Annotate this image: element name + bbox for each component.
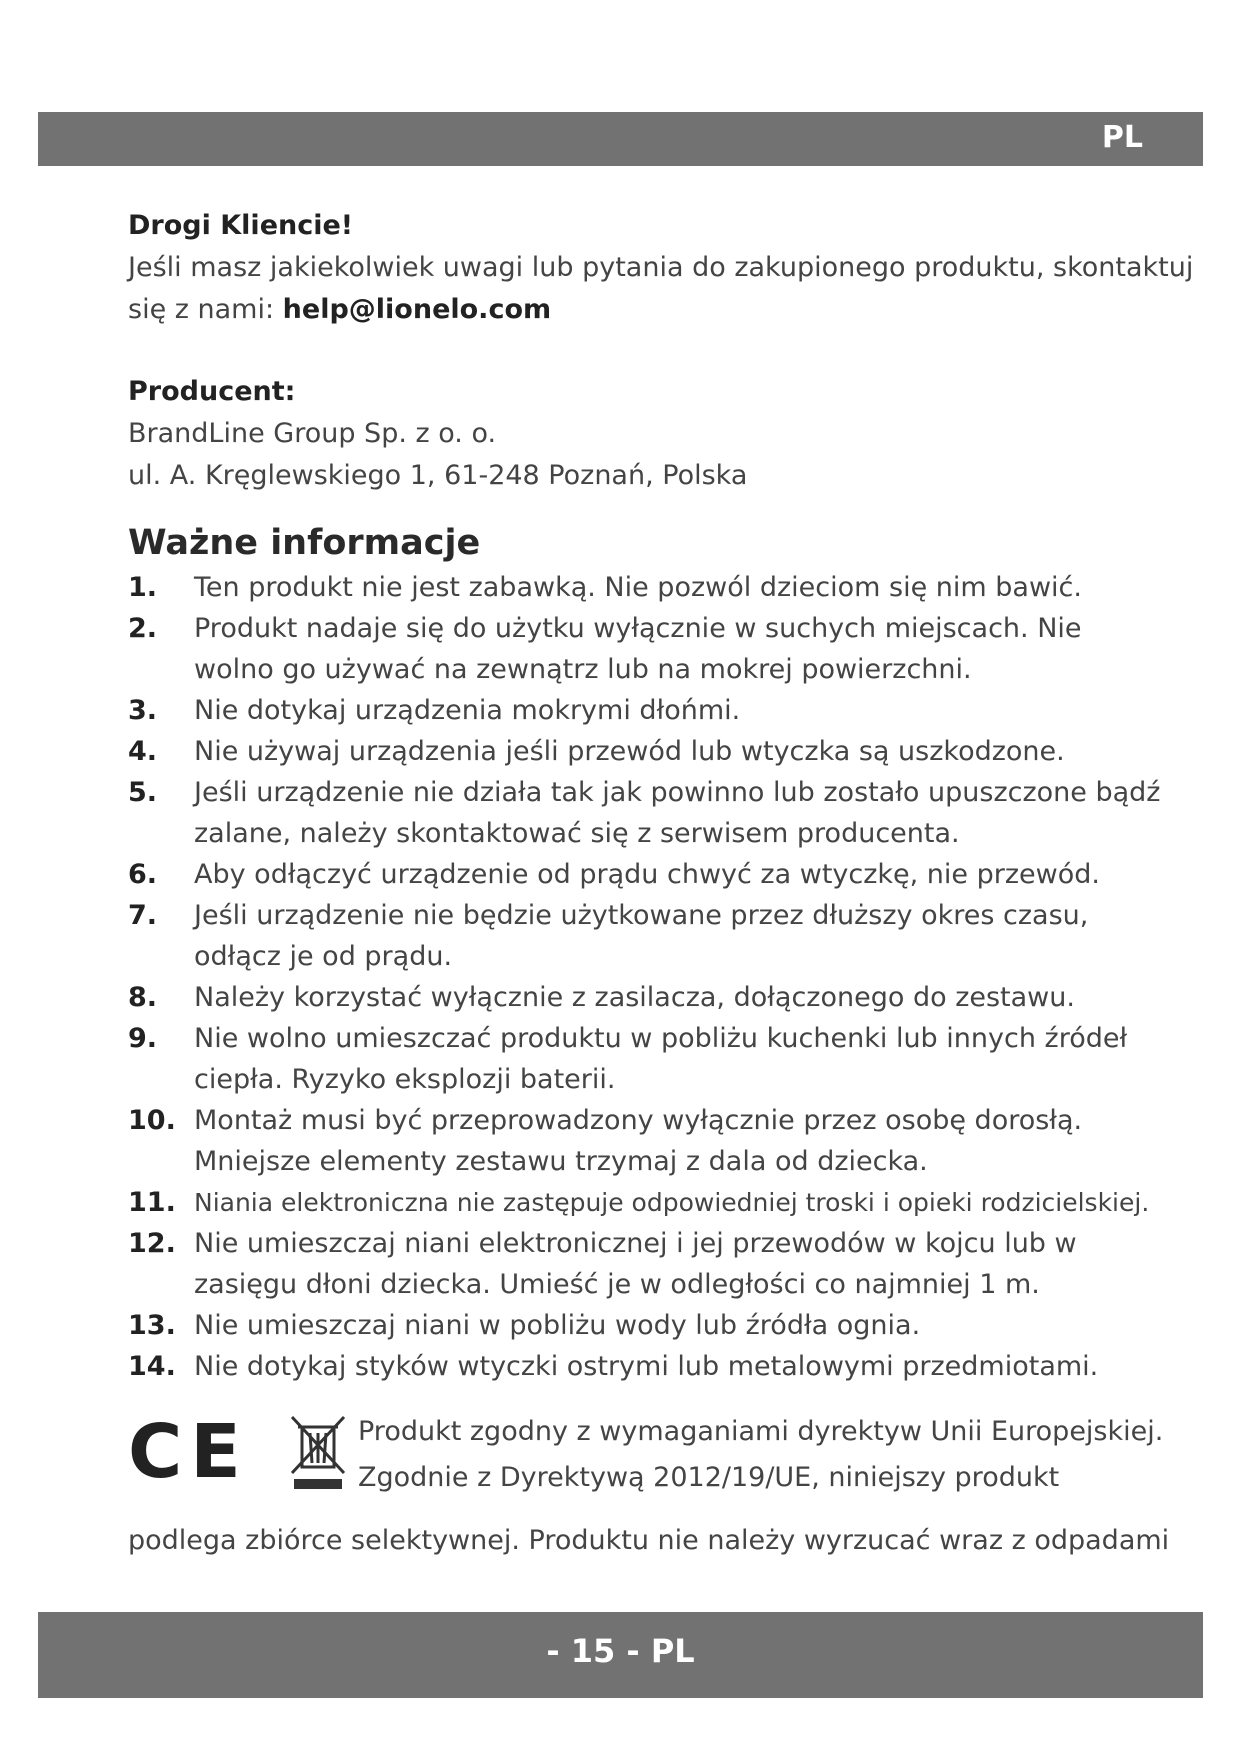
item-number: 13. xyxy=(128,1310,176,1341)
list-item xyxy=(128,977,1168,1018)
item-text: Aby odłączyć urządzenie od prądu chwyć za wtyczkę, nie przewód. xyxy=(194,859,1100,890)
list-item xyxy=(128,608,1168,690)
header-bar xyxy=(38,112,1203,166)
greeting-title: Drogi Kliencie! xyxy=(128,210,354,241)
item-number: 14. xyxy=(128,1351,176,1382)
important-heading: Ważne informacje xyxy=(128,523,481,563)
item-text: Nie umieszczaj niani w pobliżu wody lub źródła ognia. xyxy=(194,1310,921,1341)
item-number: 1. xyxy=(128,572,158,603)
footer-bar xyxy=(38,1612,1203,1698)
producer-address: ul. A. Kręglewskiego 1, 61-248 Poznań, Polska xyxy=(128,460,748,491)
list-item xyxy=(128,1182,1168,1223)
language-label: PL xyxy=(1101,120,1143,155)
item-number: 5. xyxy=(128,777,158,808)
item-number: 7. xyxy=(128,900,158,931)
list-item xyxy=(128,772,1168,854)
greeting-line1: Jeśli masz jakiekolwiek uwagi lub pytania do zakupionego produktu, skontaktuj xyxy=(128,252,1194,283)
compliance-line2: Zgodnie z Dyrektywą 2012/19/UE, niniejszy produkt xyxy=(358,1462,1060,1493)
support-email[interactable]: help@lionelo.com xyxy=(282,294,552,325)
ce-mark: CE xyxy=(128,1409,249,1495)
item-number: 3. xyxy=(128,695,158,726)
compliance-line3: podlega zbiórce selektywnej. Produktu nie należy wyrzucać wraz z odpadami xyxy=(128,1525,1170,1556)
item-text: Jeśli urządzenie nie działa tak jak powinno lub zostało upuszczone bądź zalane, należy skontaktować się z serwisem producenta. xyxy=(194,777,1161,849)
greeting-line2 xyxy=(128,289,1168,331)
item-number: 11. xyxy=(128,1187,176,1218)
list-item xyxy=(128,1305,1168,1346)
item-text: Nie umieszczaj niani elektronicznej i jej przewodów w kojcu lub w zasięgu dłoni dziecka. Umieść je w odległości co najmniej 1 m. xyxy=(194,1228,1077,1300)
compliance-block xyxy=(128,1409,1168,1529)
list-item xyxy=(128,1100,1168,1182)
item-number: 4. xyxy=(128,736,158,767)
item-text: Niania elektroniczna nie zastępuje odpowiedniej troski i opieki rodzicielskiej. xyxy=(194,1188,1150,1217)
list-item xyxy=(128,731,1168,772)
warning-list xyxy=(128,567,1168,1387)
item-text: Jeśli urządzenie nie będzie użytkowane przez dłuższy okres czasu, odłącz je od prądu. xyxy=(194,900,1089,972)
list-item xyxy=(128,567,1168,608)
item-number: 9. xyxy=(128,1023,158,1054)
page-content xyxy=(128,205,1194,1561)
item-number: 10. xyxy=(128,1105,176,1136)
list-item xyxy=(128,1018,1168,1100)
item-number: 12. xyxy=(128,1228,176,1259)
item-text: Należy korzystać wyłącznie z zasilacza, dołączonego do zestawu. xyxy=(194,982,1075,1013)
list-item xyxy=(128,690,1168,731)
item-text: Nie wolno umieszczać produktu w pobliżu kuchenki lub innych źródeł ciepła. Ryzyko eksplozji baterii. xyxy=(194,1023,1128,1095)
producer-company: BrandLine Group Sp. z o. o. xyxy=(128,418,497,449)
list-item xyxy=(128,1346,1168,1387)
item-text: Montaż musi być przeprowadzony wyłącznie przez osobę dorosłą. Mniejsze elementy zestawu trzymaj z dala od dziecka. xyxy=(194,1105,1083,1177)
page-number: - 15 - PL xyxy=(546,1632,695,1670)
compliance-text xyxy=(358,1409,1163,1501)
item-number: 6. xyxy=(128,859,158,890)
item-number: 2. xyxy=(128,613,158,644)
item-text: Nie dotykaj styków wtyczki ostrymi lub metalowymi przedmiotami. xyxy=(194,1351,1099,1382)
item-text: Produkt nadaje się do użytku wyłącznie w suchych miejscach. Nie wolno go używać na zewnątrz lub na mokrej powierzchni. xyxy=(194,613,1082,685)
item-text: Ten produkt nie jest zabawką. Nie pozwól dzieciom się nim bawić. xyxy=(194,572,1082,603)
crossed-bin-icon xyxy=(288,1413,348,1493)
item-number: 8. xyxy=(128,982,158,1013)
compliance-line1: Produkt zgodny z wymaganiami dyrektyw Unii Europejskiej. xyxy=(358,1416,1164,1447)
producer-title: Producent: xyxy=(128,376,296,407)
list-item xyxy=(128,854,1168,895)
greeting-prefix: się z nami: xyxy=(128,294,283,325)
list-item xyxy=(128,1223,1168,1305)
item-text: Nie używaj urządzenia jeśli przewód lub wtyczka są uszkodzone. xyxy=(194,736,1065,767)
list-item xyxy=(128,895,1168,977)
item-text: Nie dotykaj urządzenia mokrymi dłońmi. xyxy=(194,695,741,726)
